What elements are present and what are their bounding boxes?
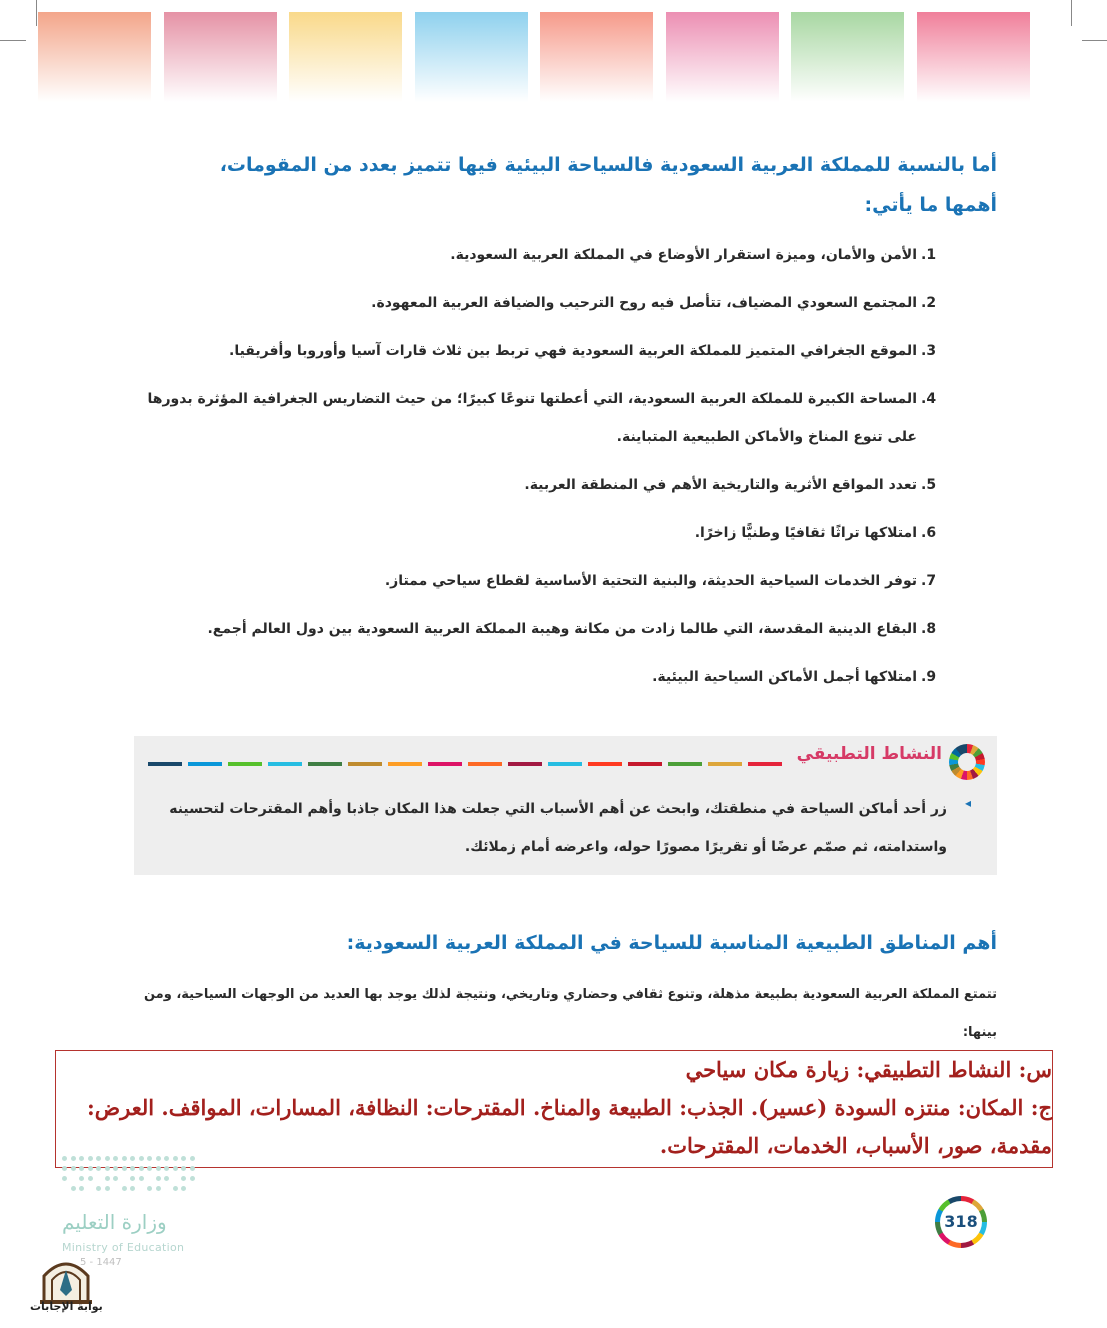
header-color-strip — [917, 12, 1030, 102]
logo-dot — [62, 1156, 67, 1161]
item-number: 5. — [921, 477, 937, 493]
activity-color-dashes — [148, 762, 788, 766]
logo-dot — [71, 1166, 76, 1171]
logo-dot — [113, 1156, 118, 1161]
logo-dot — [88, 1156, 93, 1161]
portal-logo-icon — [38, 1256, 94, 1304]
logo-dot — [164, 1156, 169, 1161]
item-text: امتلاكها تراثًا ثقافيًا وطنيًّا زاخرًا. — [694, 525, 917, 541]
logo-dot — [105, 1176, 110, 1181]
logo-dot — [156, 1186, 161, 1191]
logo-dot — [173, 1166, 178, 1171]
color-dash — [348, 762, 382, 766]
logo-dot — [139, 1176, 144, 1181]
color-dash — [148, 762, 182, 766]
list-item — [117, 514, 947, 552]
item-number: 7. — [921, 573, 937, 589]
factors-list — [117, 236, 947, 706]
item-number: 3. — [921, 343, 937, 359]
logo-dot — [173, 1186, 178, 1191]
logo-dot — [190, 1156, 195, 1161]
logo-dot — [62, 1176, 67, 1181]
header-color-strip — [666, 12, 779, 102]
logo-dot — [156, 1166, 161, 1171]
logo-dot — [88, 1166, 93, 1171]
logo-dot — [71, 1156, 76, 1161]
item-text: توفر الخدمات السياحية الحديثة، والبنية التحتية الأساسية لقطاع سياحي ممتاز. — [384, 573, 917, 589]
logo-dot — [164, 1166, 169, 1171]
ministry-name-ar: وزارة التعليم — [62, 1210, 167, 1234]
logo-dot — [105, 1166, 110, 1171]
color-dash — [748, 762, 782, 766]
logo-dot — [130, 1186, 135, 1191]
logo-dot — [105, 1156, 110, 1161]
list-item — [117, 466, 947, 504]
logo-dot — [173, 1156, 178, 1161]
logo-dot — [96, 1166, 101, 1171]
header-color-strip — [38, 12, 151, 102]
item-number: 8. — [921, 621, 937, 637]
answer-line-2: مقدمة، صور، الأسباب، الخدمات، المقترحات. — [659, 1133, 1052, 1158]
activity-title: النشاط التطبيقي — [796, 744, 942, 764]
logo-dot — [181, 1156, 186, 1161]
page-number-badge — [935, 1196, 987, 1248]
logo-dot — [181, 1186, 186, 1191]
item-text: المجتمع السعودي المضياف، تتأصل فيه روح الترحيب والضيافة العربية المعهودة. — [371, 295, 917, 311]
list-item — [117, 380, 947, 456]
logo-dot — [190, 1166, 195, 1171]
logo-dot — [122, 1156, 127, 1161]
logo-dot — [147, 1166, 152, 1171]
crop-mark — [36, 0, 37, 26]
list-item — [117, 562, 947, 600]
logo-dot — [79, 1176, 84, 1181]
logo-dot — [96, 1156, 101, 1161]
item-number: 6. — [921, 525, 937, 541]
color-dash — [548, 762, 582, 766]
logo-dot — [130, 1166, 135, 1171]
item-text: امتلاكها أجمل الأماكن السياحية البيئية. — [652, 669, 917, 685]
logo-dot — [156, 1176, 161, 1181]
logo-dot — [122, 1186, 127, 1191]
header-color-strip — [540, 12, 653, 102]
crop-mark — [0, 40, 26, 41]
logo-dot — [79, 1186, 84, 1191]
item-number: 2. — [921, 295, 937, 311]
color-dash — [388, 762, 422, 766]
intro-line-2: أهمها ما يأتي: — [864, 194, 997, 216]
logo-dot — [88, 1176, 93, 1181]
logo-dot — [79, 1166, 84, 1171]
logo-dot — [130, 1176, 135, 1181]
item-number: 1. — [921, 247, 937, 263]
activity-box — [134, 736, 997, 875]
portal-name: بوابة الإجابات — [30, 1300, 103, 1313]
color-dash — [268, 762, 302, 766]
logo-dot — [62, 1166, 67, 1171]
answer-line-1: ج: المكان: منتزه السودة (عسير). الجذب: الطبيعة والمناخ. المقترحات: النظافة، المسارات، المواقف. العرض: — [87, 1095, 1052, 1120]
item-text: المساحة الكبيرة للمملكة العربية السعودية، التي أعطتها تنوعًا كبيرًا؛ من حيث التضاريس الجغرافية المؤثرة بدورها على تنوع المناخ والأماكن الطبيعية المتباينة. — [147, 391, 917, 445]
header-color-strip — [164, 12, 277, 102]
logo-dot — [113, 1166, 118, 1171]
crop-mark — [1071, 0, 1072, 26]
logo-dot — [96, 1186, 101, 1191]
color-dash — [428, 762, 462, 766]
header-color-strips — [0, 0, 1107, 110]
crop-mark — [1082, 40, 1107, 41]
logo-dot — [139, 1156, 144, 1161]
logo-dot — [147, 1156, 152, 1161]
item-text: الموقع الجغرافي المتميز للمملكة العربية السعودية فهي تربط بين ثلاث قارات آسيا وأوروبا وأفريقيا. — [229, 343, 917, 359]
list-item — [117, 284, 947, 322]
logo-dot — [181, 1176, 186, 1181]
logo-dot — [130, 1156, 135, 1161]
header-color-strip — [289, 12, 402, 102]
intro-line-1: أما بالنسبة للمملكة العربية السعودية فالسياحة البيئية فيها تتميز بعدد من المقومات، — [219, 154, 997, 176]
activity-text: زر أحد أماكن السياحة في منطقتك، وابحث عن أهم الأسباب التي جعلت هذا المكان جاذبا وأهم المقترحات لتحسينه واستدامته، ثم صمّم عرضًا أو تقريرًا مصورًا حوله، واعرضه أمام زملائك. — [169, 801, 947, 855]
color-dash — [308, 762, 342, 766]
section-title: أهم المناطق الطبيعية المناسبة للسياحة في المملكة العربية السعودية: — [346, 932, 997, 954]
ministry-logo-dots — [62, 1156, 198, 1200]
page-number: 318 — [940, 1201, 982, 1243]
color-dash — [468, 762, 502, 766]
logo-dot — [122, 1166, 127, 1171]
logo-dot — [190, 1176, 195, 1181]
item-number: 4. — [921, 391, 937, 407]
color-dash — [188, 762, 222, 766]
logo-dot — [147, 1186, 152, 1191]
color-dash — [588, 762, 622, 766]
logo-dot — [71, 1186, 76, 1191]
item-number: 9. — [921, 669, 937, 685]
logo-dot — [79, 1156, 84, 1161]
logo-dot — [164, 1176, 169, 1181]
logo-dot — [181, 1166, 186, 1171]
header-color-strip — [415, 12, 528, 102]
list-item — [117, 332, 947, 370]
section-text: تتمتع المملكة العربية السعودية بطبيعة مذهلة، وتنوع ثقافي وحضاري وتاريخي، ونتيجة لذلك يوجد بها العديد من الوجهات السياحية، ومن بينها: — [143, 987, 997, 1040]
list-item — [117, 610, 947, 648]
color-dash — [228, 762, 262, 766]
list-item — [117, 236, 947, 274]
logo-dot — [139, 1166, 144, 1171]
color-dash — [508, 762, 542, 766]
answer-question: س: النشاط التطبيقي: زيارة مكان سياحي — [685, 1057, 1052, 1082]
bullet-arrow-icon: ◂ — [964, 796, 971, 810]
answer-box — [55, 1050, 1053, 1168]
header-color-strip — [791, 12, 904, 102]
color-dash — [668, 762, 702, 766]
logo-dot — [105, 1186, 110, 1191]
logo-dot — [156, 1156, 161, 1161]
item-text: تعدد المواقع الأثرية والتاريخية الأهم في المنطقة العربية. — [524, 477, 917, 493]
color-dash — [628, 762, 662, 766]
logo-dot — [113, 1176, 118, 1181]
edition-year: 5 - 1447 — [80, 1257, 122, 1268]
item-text: البقاع الدينية المقدسة، التي طالما زادت من مكانة وهيبة المملكة العربية السعودية بين دول العالم أجمع. — [207, 621, 917, 637]
item-text: الأمن والأمان، وميزة استقرار الأوضاع في المملكة العربية السعودية. — [450, 247, 917, 263]
color-dash — [708, 762, 742, 766]
sdg-wheel-icon — [949, 744, 985, 780]
ministry-name-en: Ministry of Education — [62, 1241, 185, 1254]
intro-heading — [137, 145, 997, 225]
list-item — [117, 658, 947, 696]
